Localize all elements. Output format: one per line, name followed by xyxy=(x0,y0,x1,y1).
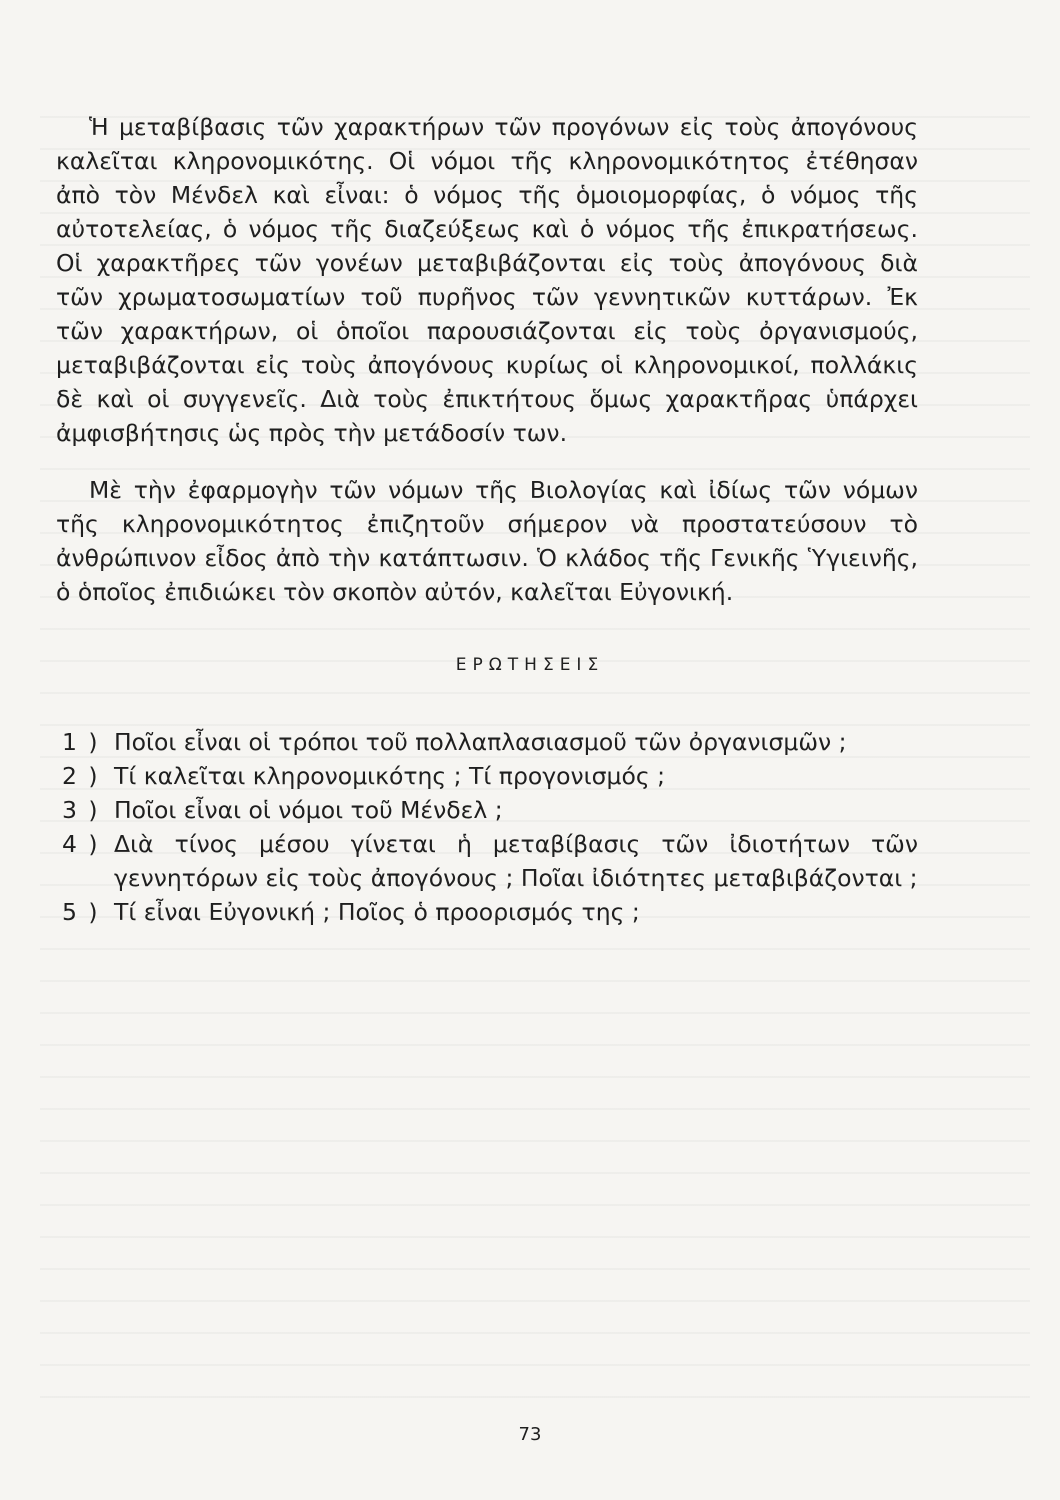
question-item xyxy=(56,725,918,759)
question-number: 3 ) xyxy=(62,796,100,824)
questions-list xyxy=(56,725,918,929)
question-text: Τί εἶναι Εὐγονική ; Ποῖος ὁ προορισμός της ; xyxy=(114,898,640,926)
questions-heading: ΕΡΩΤΗΣΕΙΣ xyxy=(455,655,605,675)
question-item xyxy=(56,827,918,895)
question-number: 5 ) xyxy=(62,898,100,926)
page-number: 73 xyxy=(518,1424,542,1445)
question-text: Ποῖοι εἶναι οἱ νόμοι τοῦ Μένδελ ; xyxy=(114,796,503,824)
question-text: Διὰ τίνος μέσου γίνεται ἡ μεταβίβασις τῶν ἰδιοτήτων τῶν γεννητόρων εἰς τοὺς ἀπογόνους ; Ποῖαι ἰδιότητες μεταβιβάζονται ; xyxy=(114,830,918,892)
question-number: 1 ) xyxy=(62,728,100,756)
question-number: 2 ) xyxy=(62,762,100,790)
question-item xyxy=(56,793,918,827)
question-text: Ποῖοι εἶναι οἱ τρόποι τοῦ πολλαπλασιασμοῦ τῶν ὀργανισμῶν ; xyxy=(114,728,847,756)
paragraph-eugenics: Μὲ τὴν ἐφαρμογὴν τῶν νόμων τῆς Βιολογίας καὶ ἰδίως τῶν νόμων τῆς κληρονομικότητος ἐπιζητοῦν σήμερον νὰ προστατεύσουν τὸ ἀνθρώπινον εἶδος ἀπὸ τὴν κατάπτωσιν. Ὁ κλάδος τῆς Γενικῆς Ὑγιεινῆς, ὁ ὁποῖος ἐπιδιώκει τὸν σκοπὸν αὐτόν, καλεῖται Εὐγονική. xyxy=(56,476,918,606)
paragraph-heredity: Ἡ μεταβίβασις τῶν χαρακτήρων τῶν προγόνων εἰς τοὺς ἀπογόνους καλεῖται κληρονομικότης. Οἱ νόμοι τῆς κληρονομικότητος ἐτέθησαν ἀπὸ τὸν Μένδελ καὶ εἶναι: ὁ νόμος τῆς ὁμοιομορφίας, ὁ νόμος τῆς αὐτοτελείας, ὁ νόμος τῆς διαζεύξεως καὶ ὁ νόμος τῆς ἐπικρατήσεως. Οἱ χαρακτῆρες τῶν γονέων μεταβιβάζονται εἰς τοὺς ἀπογόνους διὰ τῶν χρωματοσωματίων τοῦ πυρῆνος τῶν γεννητικῶν κυττάρων. Ἐκ τῶν χαρακτήρων, οἱ ὁποῖοι παρουσιάζονται εἰς τοὺς ὀργανισμούς, μεταβιβάζονται εἰς τοὺς ἀπογόνους κυρίως οἱ κληρονομικοί, πολλάκις δὲ καὶ οἱ συγγενεῖς. Διὰ τοὺς ἐπικτήτους ὅμως χαρακτῆρας ὑπάρχει ἀμφισβήτησις ὡς πρὸς τὴν μετάδοσίν των. xyxy=(56,113,918,447)
question-text: Τί καλεῖται κληρονομικότης ; Τί προγονισμός ; xyxy=(114,762,665,790)
question-item xyxy=(56,895,918,929)
question-item xyxy=(56,759,918,793)
question-number: 4 ) xyxy=(62,830,100,858)
